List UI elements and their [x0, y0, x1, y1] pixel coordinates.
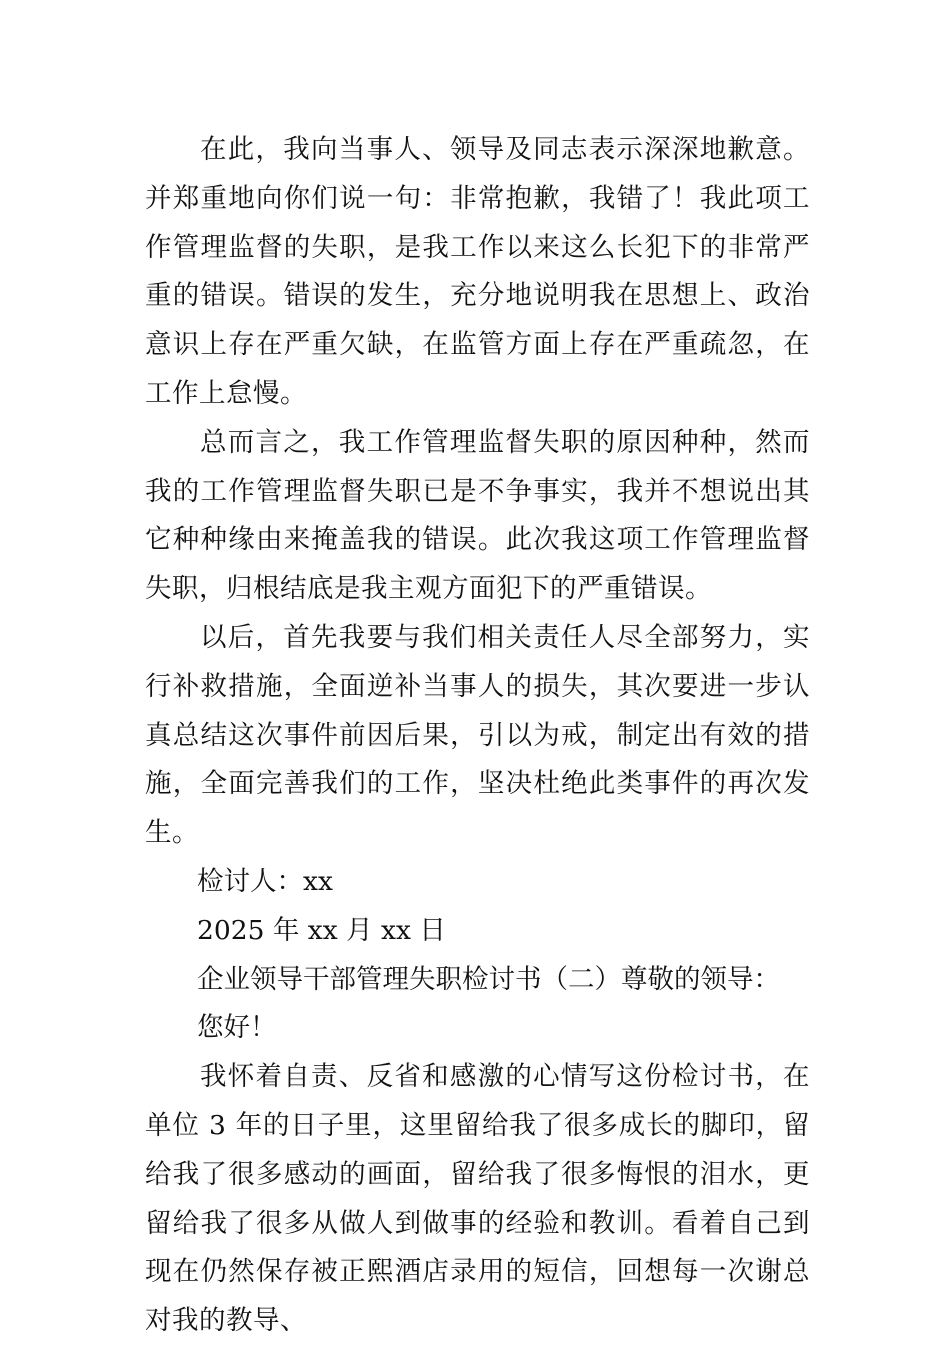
section-title: 企业领导干部管理失职检讨书（二）尊敬的领导： [197, 963, 780, 995]
document-body [145, 126, 810, 1346]
date-line: 2025 年 xx 月 xx 日 [197, 914, 446, 946]
paragraph-summary: 总而言之，我工作管理监督失职的原因种种，然而我的工作管理监督失职已是不争事实，我并不想说出其它种种缘由来掩盖我的错误。此次我这项工作管理监督失职，归根结底是我主观方面犯下的严重错误。 [145, 426, 810, 605]
signer-line: 检讨人：xx [197, 865, 333, 897]
paragraph-reflection: 我怀着自责、反省和感激的心情写这份检讨书，在单位 3 年的日子里，这里留给我了很多成长的脚印，留给我了很多感动的画面，留给我了很多悔恨的泪水，更留给我了很多从做人到做事的经验和教训。看着自己到现在仍然保存被正熙酒店录用的短信，回想每一次谢总对我的教导、 [145, 1061, 810, 1337]
paragraph-remedy: 以后，首先我要与我们相关责任人尽全部努力，实行补救措施，全面逆补当事人的损失，其次要进一步认真总结这次事件前因后果，引以为戒，制定出有效的措施，全面完善我们的工作，坚决杜绝此类事件的再次发生。 [145, 621, 810, 849]
greeting-line: 您好！ [197, 1012, 277, 1044]
paragraph-apology: 在此，我向当事人、领导及同志表示深深地歉意。并郑重地向你们说一句：非常抱歉，我错了！我此项工作管理监督的失职，是我工作以来这么长犯下的非常严重的错误。错误的发生，充分地说明我在思想上、政治意识上存在严重欠缺，在监管方面上存在严重疏忽，在工作上怠慢。 [145, 134, 810, 409]
